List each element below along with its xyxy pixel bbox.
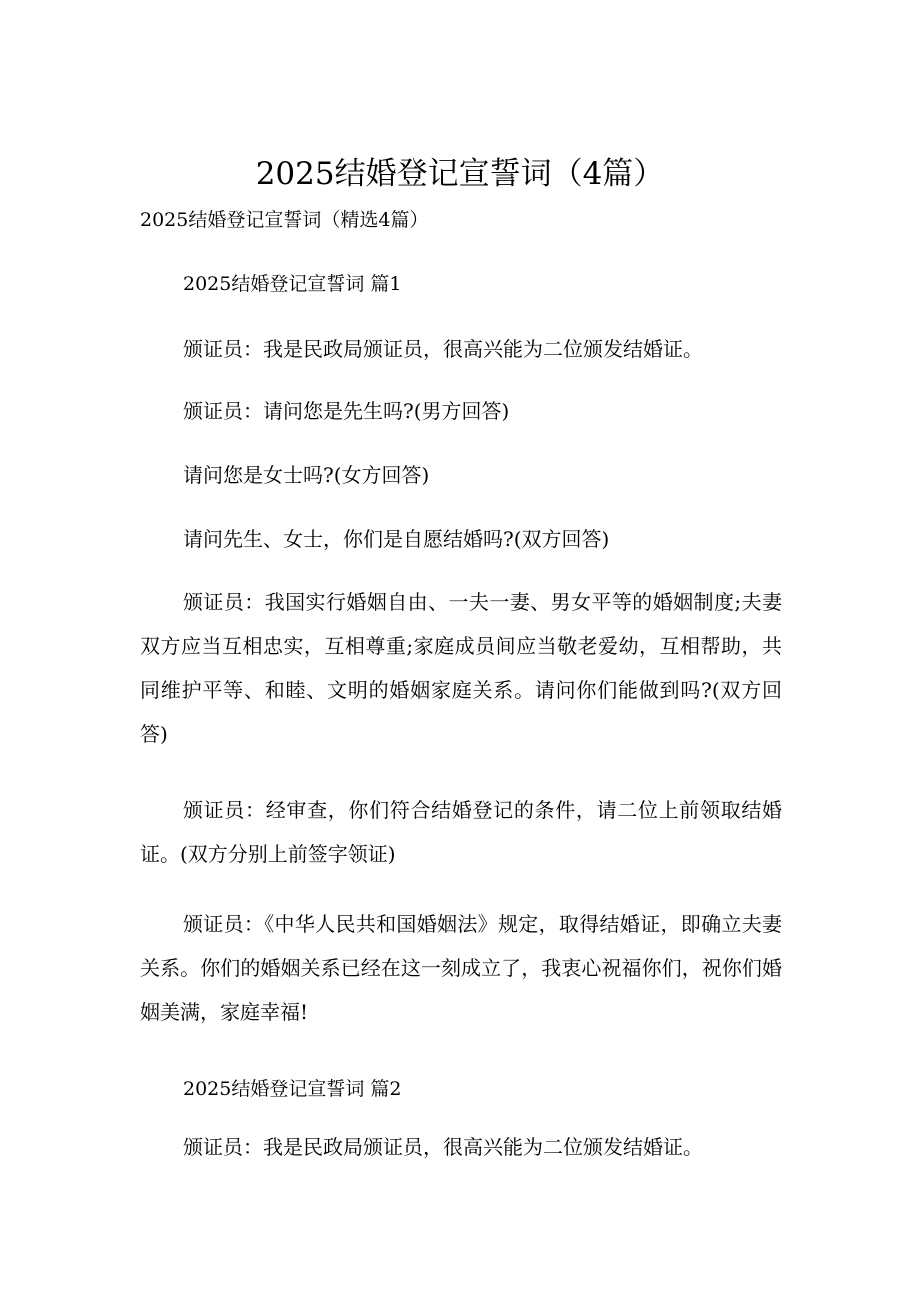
paragraph: 颁证员：我国实行婚姻自由、一夫一妻、男女平等的婚姻制度;夫妻双方应当互相忠实，互相尊重;家庭成员间应当敬老爱幼，互相帮助，共同维护平等、和睦、文明的婚姻家庭关系。请问你们能做到吗?(双方回答): [140, 590, 782, 746]
paragraph: 颁证员：我是民政局颁证员，很高兴能为二位颁发结婚证。: [183, 337, 703, 361]
paragraph: 请问先生、女士，你们是自愿结婚吗?(双方回答): [183, 527, 610, 551]
document-subtitle: 2025结婚登记宣誓词（精选4篇）: [140, 209, 429, 231]
paragraph: 颁证员：我是民政局颁证员，很高兴能为二位颁发结婚证。: [183, 1135, 703, 1159]
paragraph: 颁证员：《中华人民共和国婚姻法》规定，取得结婚证，即确立夫妻关系。你们的婚姻关系已经在这一刻成立了，我衷心祝福你们，祝你们婚姻美满，家庭幸福!: [140, 912, 782, 1024]
paragraph: 颁证员：请问您是先生吗?(男方回答): [183, 399, 510, 423]
section-heading-2: 2025结婚登记宣誓词 篇2: [183, 1078, 402, 1100]
document-title: 2025结婚登记宣誓词（4篇）: [255, 156, 665, 192]
paragraph: 请问您是女士吗?(女方回答): [183, 463, 430, 487]
paragraph: 颁证员：经审查，你们符合结婚登记的条件，请二位上前领取结婚证。(双方分别上前签字领证): [140, 798, 782, 866]
section-heading-1: 2025结婚登记宣誓词 篇1: [183, 273, 402, 295]
